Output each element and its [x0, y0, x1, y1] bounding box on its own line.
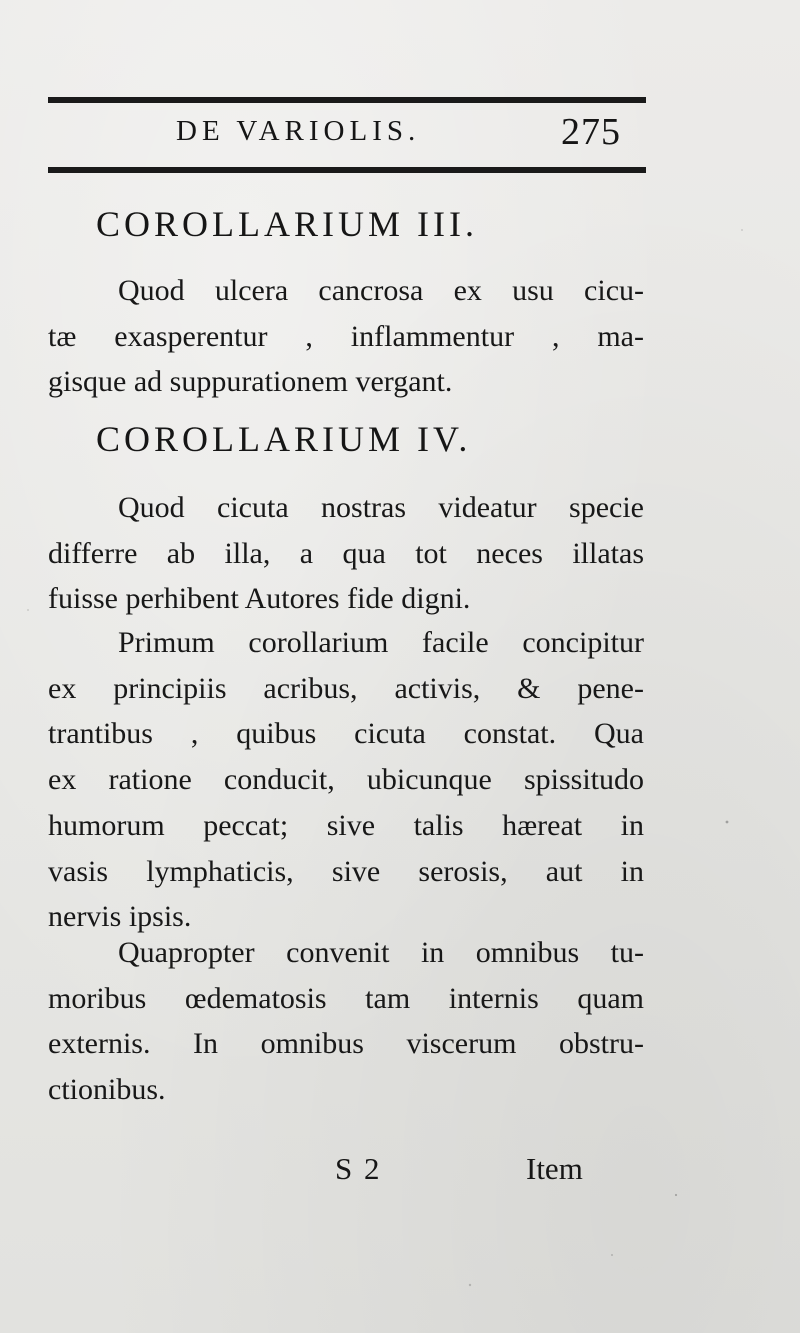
- text-line: ex principiis acribus, activis, & pene-: [48, 671, 644, 705]
- section-heading-corollarium-iii: COROLLARIUM III.: [96, 204, 478, 244]
- text-line: Quod ulcera cancrosa ex usu cicu-: [118, 274, 644, 307]
- text-line: gisque ad suppurationem vergant.: [48, 365, 453, 399]
- text-line: tæ exasperentur , inflammentur , ma-: [48, 319, 644, 353]
- text-line: ctionibus.: [48, 1073, 166, 1107]
- text-line: differre ab illa, a qua tot neces illatas: [48, 536, 644, 570]
- paragraph-1: [48, 268, 644, 405]
- text-line: trantibus , quibus cicuta constat. Qua: [48, 717, 644, 751]
- text-line: fuisse perhibent Autores fide digni.: [48, 582, 471, 616]
- text-line: Quapropter convenit in omnibus tu-: [118, 936, 644, 969]
- paragraph-4: [48, 930, 644, 1113]
- text-line: vasis lymphaticis, sive serosis, aut in: [48, 854, 644, 888]
- text-line: Quod cicuta nostras videatur specie: [118, 491, 644, 524]
- section-heading-corollarium-iv: COROLLARIUM IV.: [96, 419, 472, 459]
- text-line: externis. In omnibus viscerum obstru-: [48, 1027, 644, 1061]
- footer-catchline: [0, 1151, 800, 1196]
- paragraph-3: [48, 620, 644, 940]
- running-title: DE VARIOLIS.: [176, 115, 421, 147]
- header-rule-top: [48, 97, 646, 103]
- text-line: nervis ipsis.: [48, 900, 192, 934]
- header-rule-bottom: [48, 167, 646, 173]
- text-line: humorum peccat; sive talis hæreat in: [48, 808, 644, 842]
- page-number: 275: [561, 111, 621, 153]
- text-line: moribus œdematosis tam internis quam: [48, 981, 644, 1015]
- catchword: Item: [526, 1151, 583, 1186]
- text-line: Primum corollarium facile concipitur: [118, 626, 644, 659]
- text-line: ex ratione conducit, ubicunque spissitudo: [48, 763, 644, 797]
- paragraph-2: [48, 485, 644, 622]
- signature-mark: S 2: [335, 1151, 382, 1186]
